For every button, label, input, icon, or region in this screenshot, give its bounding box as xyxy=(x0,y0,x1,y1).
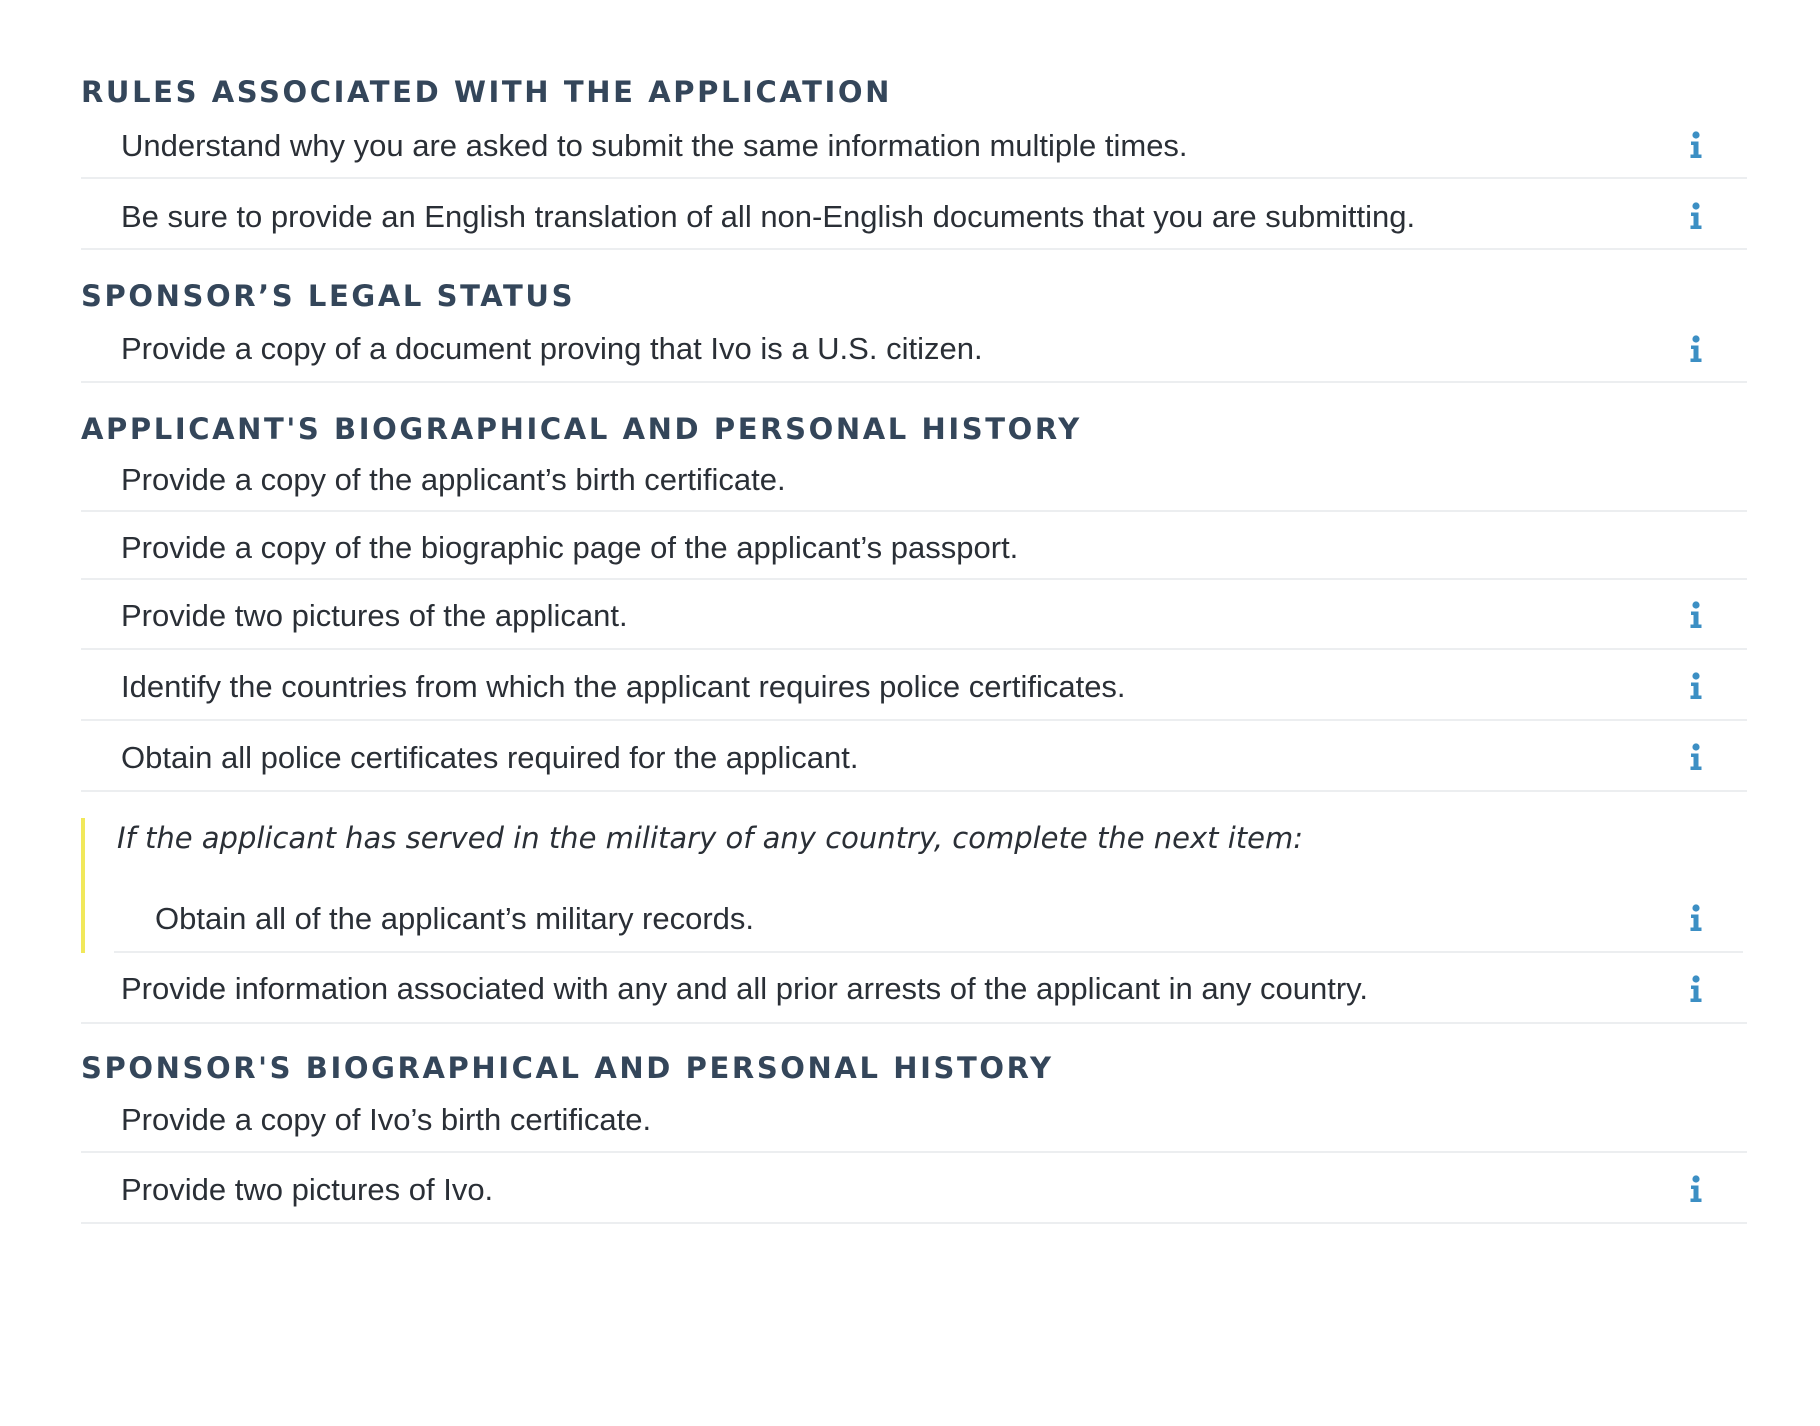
conditional-note: If the applicant has served in the military of any country, complete the next item: xyxy=(117,821,1304,855)
checklist-item-applicant-pictures[interactable] xyxy=(81,580,1747,650)
info-icon[interactable] xyxy=(1685,742,1707,772)
checklist-item-label: Provide a copy of a document proving that Ivo is a U.S. citizen. xyxy=(121,331,983,366)
info-icon[interactable] xyxy=(1685,201,1707,231)
checklist-item-military-records[interactable] xyxy=(114,882,1743,953)
section-heading-sponsor-history: SPONSOR'S BIOGRAPHICAL AND PERSONAL HISTORY xyxy=(81,1051,1054,1085)
checklist-item-label: Provide two pictures of the applicant. xyxy=(121,598,628,633)
checklist-item-label: Identify the countries from which the applicant requires police certificates. xyxy=(121,669,1126,704)
section-heading-applicant-history: APPLICANT'S BIOGRAPHICAL AND PERSONAL HISTORY xyxy=(81,412,1082,446)
info-icon[interactable] xyxy=(1685,1174,1707,1204)
section-heading-rules: RULES ASSOCIATED WITH THE APPLICATION xyxy=(81,75,893,109)
checklist-item-same-information[interactable] xyxy=(81,108,1747,179)
checklist-item-label: Obtain all police certificates required for the applicant. xyxy=(121,740,859,775)
checklist-item-police-countries[interactable] xyxy=(81,650,1747,721)
checklist-item-applicant-birth-certificate[interactable] xyxy=(81,444,1747,512)
info-icon[interactable] xyxy=(1685,671,1707,701)
info-icon[interactable] xyxy=(1685,903,1707,933)
checklist-item-label: Provide a copy of Ivo’s birth certificate. xyxy=(121,1102,652,1137)
checklist-item-ivo-birth-certificate[interactable] xyxy=(81,1084,1747,1153)
checklist-item-prior-arrests[interactable] xyxy=(81,953,1747,1024)
checklist-item-police-certificates[interactable] xyxy=(81,721,1747,792)
info-icon[interactable] xyxy=(1685,974,1707,1004)
checklist-item-label: Provide information associated with any and all prior arrests of the applicant in any country. xyxy=(121,971,1368,1006)
checklist-item-english-translation[interactable] xyxy=(81,179,1747,250)
info-icon[interactable] xyxy=(1685,600,1707,630)
checklist-item-us-citizen-proof[interactable] xyxy=(81,313,1747,383)
checklist-item-label: Provide a copy of the applicant’s birth certificate. xyxy=(121,462,786,497)
checklist-item-label: Provide a copy of the biographic page of the applicant’s passport. xyxy=(121,530,1019,565)
checklist-item-label: Obtain all of the applicant’s military records. xyxy=(155,901,755,936)
checklist-item-label: Understand why you are asked to submit the same information multiple times. xyxy=(121,128,1188,163)
checklist-item-label: Be sure to provide an English translation of all non-English documents that you are submitting. xyxy=(121,199,1416,234)
checklist-item-applicant-passport[interactable] xyxy=(81,512,1747,580)
info-icon[interactable] xyxy=(1685,334,1707,364)
checklist-item-ivo-pictures[interactable] xyxy=(81,1153,1747,1224)
info-icon[interactable] xyxy=(1685,130,1707,160)
checklist-item-label: Provide two pictures of Ivo. xyxy=(121,1172,494,1207)
section-heading-sponsor-legal-status: SPONSOR’S LEGAL STATUS xyxy=(81,279,576,313)
